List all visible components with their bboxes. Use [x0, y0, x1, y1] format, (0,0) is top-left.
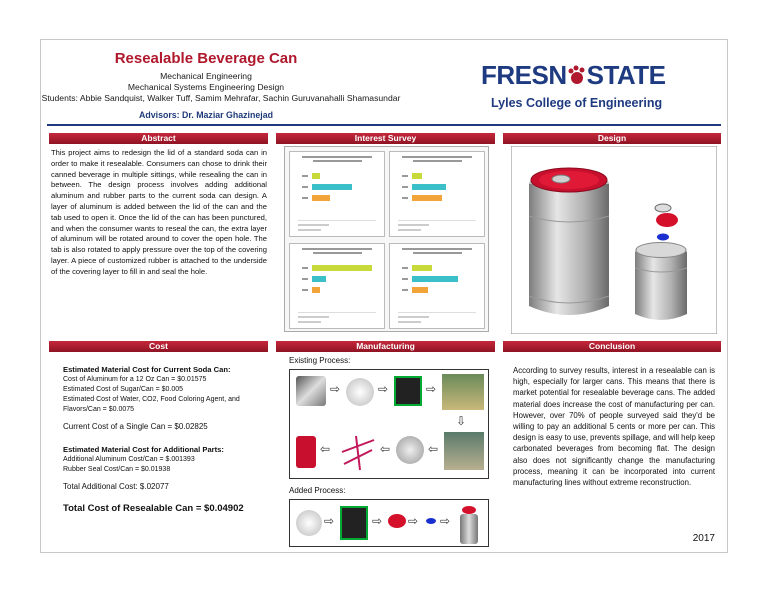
arrow-icon: ⇦ — [428, 442, 439, 456]
manufacturing-heading: Manufacturing — [276, 341, 495, 352]
lid-sketch-image — [338, 432, 378, 472]
existing-process-label: Existing Process: — [289, 356, 351, 365]
grand-total: Total Cost of Resealable Can = $0.04902 — [63, 503, 244, 514]
arrow-icon: ⇨ — [378, 382, 389, 396]
header-divider — [47, 124, 721, 126]
additional-cost-total: Total Additional Cost: $.02077 — [63, 482, 169, 491]
red-can-image — [296, 436, 316, 468]
students-line: Students: Abbie Sandquist, Walker Tuff, Samim Mehrafar, Sachin Guruvanahalli Shamasundar — [41, 93, 401, 103]
lid-line-image — [444, 432, 484, 470]
abstract-heading: Abstract — [49, 133, 268, 144]
cost-item: Rubber Seal Cost/Can = $0.01938 — [63, 466, 171, 473]
conclusion-text: According to survey results, interest in a resealable can is high, especially for larger cans. This means that there is market potential for resealable beverage cans. The added material does increase the cost of manufacturing per can. However, over 70% of people surveyed said they'd be willing to pay an additional 5 cents or more per can. This design is easy to use, prevents spillage, and will help keep carbonated beverages from becoming flat. The design also does not significantly change the manufacturing process, meaning it can be incorporated into current manufacturing lines without extreme reconstruction. — [513, 366, 715, 488]
arrow-icon: ⇨ — [440, 514, 451, 528]
arrow-icon: ⇨ — [324, 514, 335, 528]
college-name: Lyles College of Engineering — [491, 96, 663, 110]
rubber-seal-image — [388, 514, 406, 528]
cup-image — [346, 378, 374, 406]
added-process-label: Added Process: — [289, 486, 346, 495]
survey-charts — [284, 146, 489, 332]
cost-item: Estimated Cost of Water, CO2, Food Coloring Agent, and — [63, 396, 240, 403]
additional-cost-heading: Estimated Material Cost for Additional Parts: — [63, 445, 224, 454]
current-cost-heading: Estimated Material Cost for Current Soda Can: — [63, 365, 231, 374]
survey-chart-1 — [289, 151, 385, 237]
survey-heading: Interest Survey — [276, 133, 495, 144]
arrow-icon: ⇦ — [320, 442, 331, 456]
cost-item: Estimated Cost of Sugar/Can = $0.005 — [63, 386, 184, 393]
survey-chart-2 — [389, 151, 485, 237]
cup-image — [296, 510, 322, 536]
current-cost-total: Current Cost of a Single Can = $0.02825 — [63, 422, 208, 431]
press-image — [340, 506, 368, 540]
design-heading: Design — [503, 133, 721, 144]
can-lid-image — [462, 506, 476, 514]
cost-heading: Cost — [49, 341, 268, 352]
cost-item: Flavors/Can = $0.0075 — [63, 406, 135, 413]
added-process-diagram — [289, 499, 489, 547]
abstract-text: This project aims to redesign the lid of a standard soda can in order to make it resealable. Consumers can chose to drink their canned beverage in multiple sittings, while resealing the can in between. The design process involves adding additional aluminum and rubber parts to the current soda can design. A layer of aluminum is added between the lid of the can and the tab used to open it. Once the lid of the can has been punctured, and when the consumer wants to reseal the can, the extra layer of aluminum will be rotated around to cover the open hole. The tab is also rotated to apply pressure over the top of the covering layer. A piece of customized rubber is attached to the underside of the covering layer to fill in and seal the hole. — [51, 148, 267, 276]
conclusion-heading: Conclusion — [503, 341, 721, 352]
fresno-state-logo: FRESN STATE — [481, 60, 666, 90]
arrow-icon: ⇨ — [426, 382, 437, 396]
poster-year: 2017 — [692, 533, 715, 544]
paw-icon — [567, 64, 587, 86]
department: Mechanical Engineering — [160, 71, 252, 81]
arrow-icon: ⇨ — [372, 514, 383, 528]
poster-title: Resealable Beverage Can — [114, 50, 298, 67]
survey-chart-4 — [389, 243, 485, 329]
aluminum-cover-image — [426, 518, 436, 524]
course-name: Mechanical Systems Engineering Design — [127, 82, 285, 92]
can-design-illustration — [511, 146, 717, 334]
advisors-line: Advisors: Dr. Maziar Ghazinejad — [139, 110, 273, 120]
survey-chart-3 — [289, 243, 385, 329]
arrow-icon: ⇨ — [330, 382, 341, 396]
arrow-icon: ⇨ — [408, 514, 419, 528]
existing-process-diagram — [289, 369, 489, 479]
arrow-icon: ⇩ — [456, 414, 467, 428]
can-line-image — [442, 374, 484, 410]
poster — [40, 39, 728, 553]
press-image — [394, 376, 422, 406]
lid-image — [396, 436, 424, 464]
cost-item: Cost of Aluminum for a 12 Oz Can = $0.01575 — [63, 376, 207, 383]
cost-item: Additional Aluminum Cost/Can = $.001393 — [63, 456, 195, 463]
finished-can-image — [460, 514, 478, 544]
aluminum-roll-image — [296, 376, 326, 406]
arrow-icon: ⇦ — [380, 442, 391, 456]
